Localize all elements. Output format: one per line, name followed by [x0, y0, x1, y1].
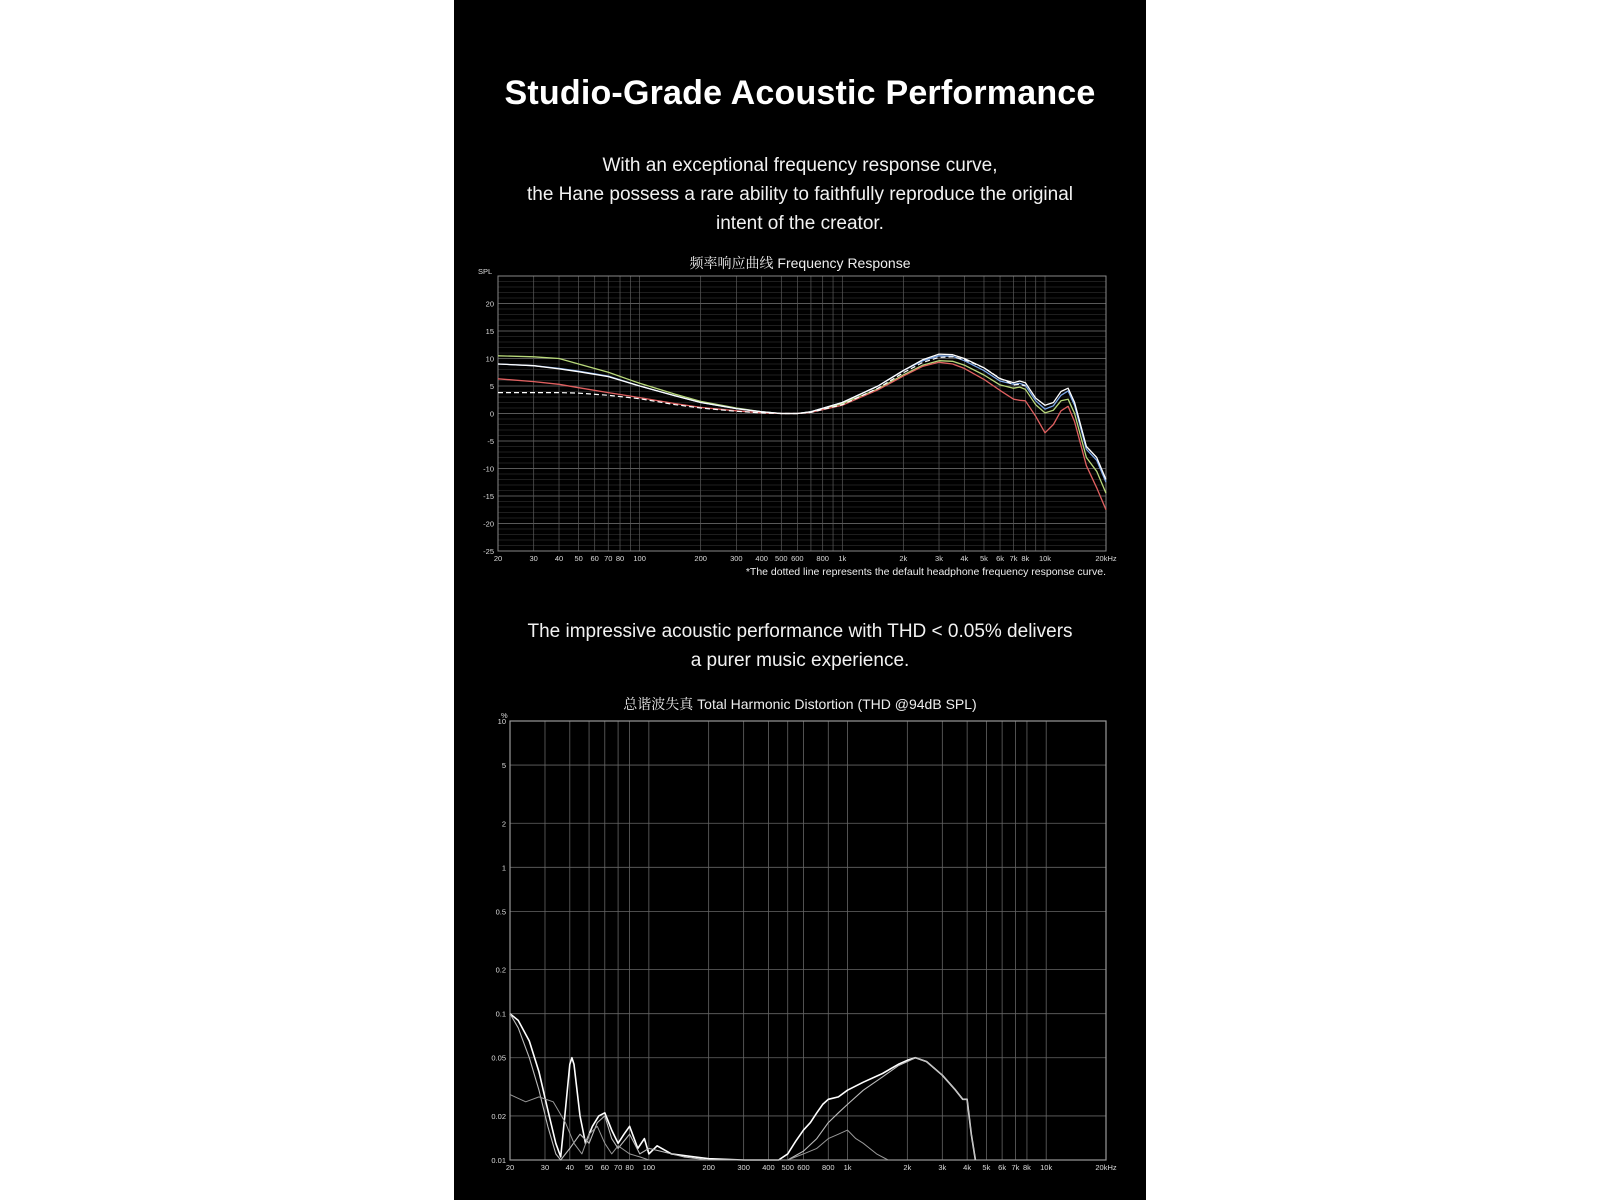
- x-tick-label: 400: [762, 1163, 775, 1172]
- x-tick-label: 8k: [1021, 554, 1030, 562]
- x-tick-label: 200: [694, 554, 707, 562]
- x-tick-label: 40: [554, 554, 564, 562]
- y-tick-label: 5: [489, 382, 494, 391]
- y-tick-label: 0.05: [491, 1053, 506, 1063]
- x-tick-label: 400: [755, 554, 768, 562]
- x-tick-label: 2k: [903, 1163, 912, 1172]
- thd-series-line: [510, 1014, 975, 1160]
- y-tick-label: 20: [485, 299, 494, 309]
- x-tick-label: 4k: [960, 554, 969, 562]
- thd-series-line: [510, 1014, 975, 1160]
- x-tick-label: 7k: [1011, 1163, 1020, 1172]
- y-axis-label: SPL: [478, 267, 493, 276]
- x-tick-label: 6k: [996, 554, 1004, 562]
- x-tick-label: 1k: [838, 554, 847, 562]
- x-tick-label: 4k: [963, 1163, 972, 1172]
- x-tick-label: 80: [625, 1163, 634, 1172]
- x-tick-label: 20: [493, 554, 503, 562]
- y-tick-label: 0: [489, 409, 494, 419]
- x-tick-label: 800: [822, 1163, 835, 1172]
- x-tick-label: 5k: [980, 554, 988, 562]
- x-tick-label: 10k: [1038, 554, 1052, 562]
- y-tick-label: -20: [483, 519, 494, 529]
- page-title: Studio-Grade Acoustic Performance: [504, 74, 1096, 112]
- x-tick-label: 100: [633, 554, 646, 562]
- y-tick-label: -10: [483, 464, 494, 474]
- frequency-response-title: 频率响应曲线 Frequency Response: [689, 255, 911, 271]
- y-tick-label: 0.01: [491, 1156, 506, 1165]
- thd-paragraph: [454, 617, 1146, 675]
- y-tick-label: -25: [483, 547, 494, 556]
- y-tick-label: -15: [483, 492, 494, 501]
- y-tick-label: 5: [501, 761, 506, 771]
- x-tick-label: 20kHz: [1095, 1163, 1117, 1172]
- x-tick-label: 6k: [998, 1163, 1007, 1172]
- x-tick-label: 30: [529, 554, 538, 562]
- x-tick-label: 60: [590, 554, 599, 562]
- frequency-response-chart: [454, 262, 1146, 562]
- x-tick-label: 500: [781, 1163, 794, 1172]
- x-tick-label: 100: [642, 1163, 656, 1172]
- x-tick-label: 200: [702, 1163, 715, 1172]
- x-tick-label: 800: [816, 554, 829, 562]
- y-tick-label: 10: [497, 717, 506, 726]
- thd-line: a purer music experience.: [690, 650, 910, 671]
- x-tick-label: 5k: [982, 1163, 991, 1172]
- x-tick-label: 8k: [1022, 1163, 1031, 1172]
- x-tick-label: 70: [613, 1163, 623, 1172]
- intro-paragraph: [454, 151, 1146, 238]
- x-tick-label: 20kHz: [1095, 554, 1117, 562]
- series-line: [498, 354, 1106, 479]
- x-tick-label: 70: [604, 554, 613, 562]
- y-axis-label: %: [501, 711, 508, 720]
- x-tick-label: 600: [791, 554, 804, 562]
- thd-chart-title: 总谐波失真 Total Harmonic Distortion (THD @94dB SPL): [623, 696, 977, 712]
- x-tick-label: 80: [615, 554, 625, 562]
- x-tick-label: 7k: [1009, 554, 1018, 562]
- intro-line: the Hane possess a rare ability to faithfully reproduce the original: [526, 184, 1074, 205]
- x-tick-label: 600: [797, 1163, 810, 1172]
- y-tick-label: 0.5: [495, 907, 506, 917]
- y-tick-label: 10: [485, 354, 494, 364]
- x-tick-label: 40: [565, 1163, 574, 1172]
- y-tick-label: 0.2: [495, 965, 506, 975]
- y-tick-label: 2: [501, 819, 506, 829]
- x-tick-label: 20: [505, 1163, 515, 1172]
- y-tick-label: 15: [485, 327, 494, 336]
- y-tick-label: 0.02: [491, 1111, 506, 1121]
- thd-line: The impressive acoustic performance with THD < 0.05% delivers: [527, 621, 1073, 642]
- chart-footnote: *The dotted line represents the default headphone frequency response curve.: [745, 566, 1106, 578]
- x-tick-label: 60: [600, 1163, 609, 1172]
- y-tick-label: 0.1: [495, 1009, 506, 1019]
- x-tick-label: 50: [584, 1163, 594, 1172]
- y-tick-label: -5: [487, 437, 494, 446]
- x-tick-label: 10k: [1040, 1163, 1053, 1172]
- x-tick-label: 2k: [899, 554, 908, 562]
- x-tick-label: 3k: [938, 1163, 947, 1172]
- x-tick-label: 3k: [935, 554, 943, 562]
- intro-line: With an exceptional frequency response curve,: [602, 155, 998, 176]
- intro-line: intent of the creator.: [716, 213, 884, 234]
- x-tick-label: 300: [737, 1163, 750, 1172]
- thd-chart: [454, 705, 1146, 1185]
- product-panel: [454, 0, 1146, 1200]
- x-tick-label: 1k: [843, 1163, 852, 1172]
- y-tick-label: 1: [501, 863, 506, 873]
- x-tick-label: 300: [730, 554, 743, 562]
- x-tick-label: 30: [540, 1163, 550, 1172]
- x-tick-label: 500: [775, 554, 788, 562]
- x-tick-label: 50: [574, 554, 583, 562]
- plot-frame: [510, 721, 1106, 1160]
